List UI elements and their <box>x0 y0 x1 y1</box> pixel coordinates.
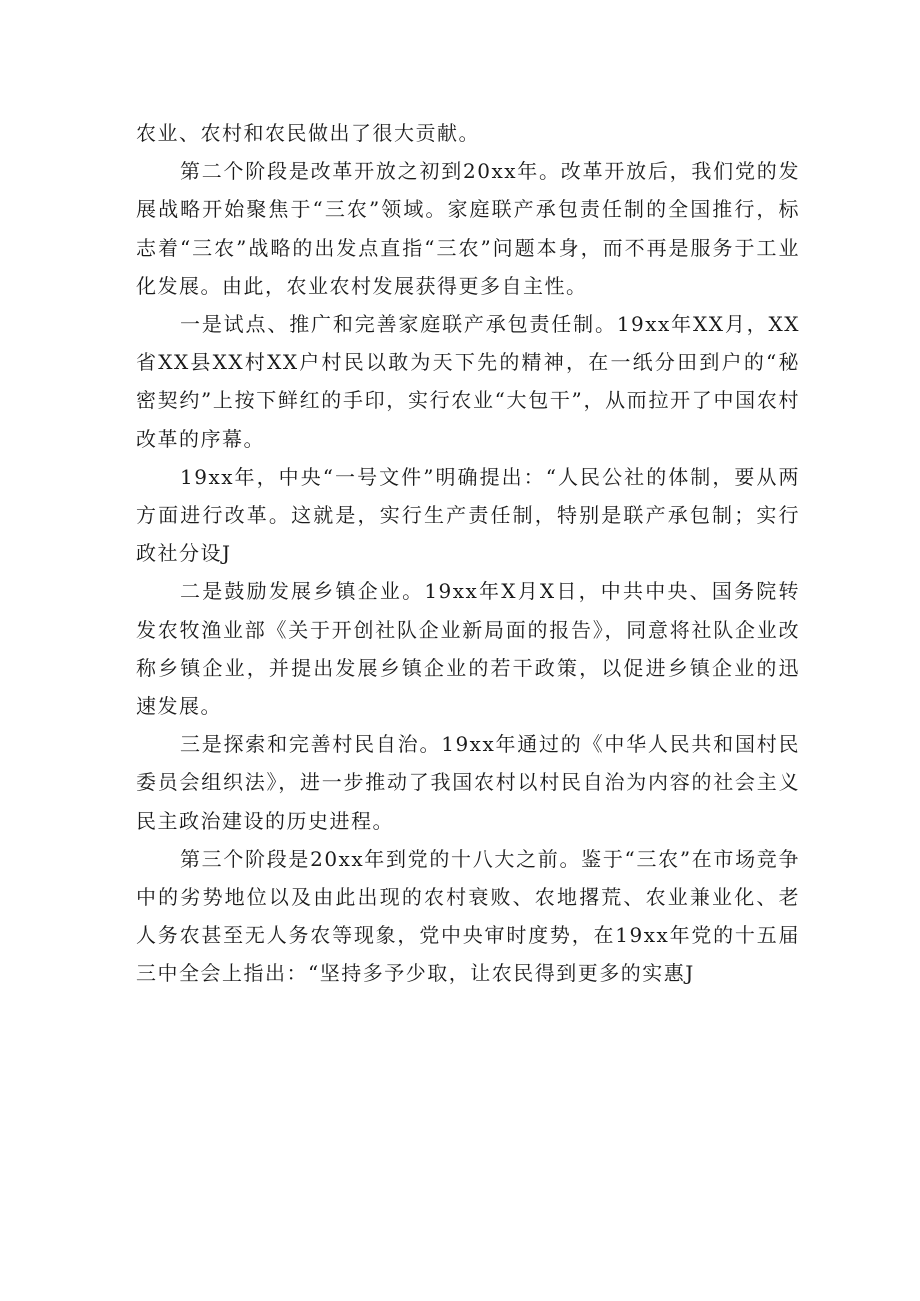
paragraph-1: 农业、农村和农民做出了很大贡献。 <box>136 121 480 145</box>
paragraph-7: 第三个阶段是20xx年到党的十八大之前。鉴于“三农”在市场竞争中的劣势地位以及由此出现的农村衰败、农地撂荒、农业兼业化、老人务农甚至无人务农等现象，党中央审时度势，在19xx年党的十五届三中全会上指出：“坚持多予少取，让农民得到更多的实惠J <box>136 846 800 986</box>
paragraph-5: 二是鼓励发展乡镇企业。19xx年X月X日，中共中央、国务院转发农牧渔业部《关于开创社队企业新局面的报告》，同意将社队企业改称乡镇企业，并提出发展乡镇企业的若干政策，以促进乡镇企业的迅速发展。 <box>136 579 800 719</box>
paragraph-2: 第二个阶段是改革开放之初到20xx年。改革开放后，我们党的发展战略开始聚焦于“三农”领域。家庭联产承包责任制的全国推行，标志着“三农”战略的出发点直指“三农”问题本身，而不再是服务于工业化发展。由此，农业农村发展获得更多自主性。 <box>136 159 800 298</box>
paragraph-3: 一是试点、推广和完善家庭联产承包责任制。19xx年XX月，XX省XX县XX村XX户村民以敢为天下先的精神，在一纸分田到户的“秘密契约”上按下鲜红的手印，实行农业“大包干”，从而拉开了中国农村改革的序幕。 <box>136 312 800 451</box>
paragraph-4: 19xx年，中央“一号文件”明确提出：“人民公社的体制，要从两方面进行改革。这就是，实行生产责任制，特别是联产承包制；实行政社分设J <box>136 464 800 566</box>
paragraph-6: 三是探索和完善村民自治。19xx年通过的《中华人民共和国村民委员会组织法》，进一步推动了我国农村以村民自治为内容的社会主义民主政治建设的历史进程。 <box>136 732 800 833</box>
document-body <box>136 114 800 993</box>
